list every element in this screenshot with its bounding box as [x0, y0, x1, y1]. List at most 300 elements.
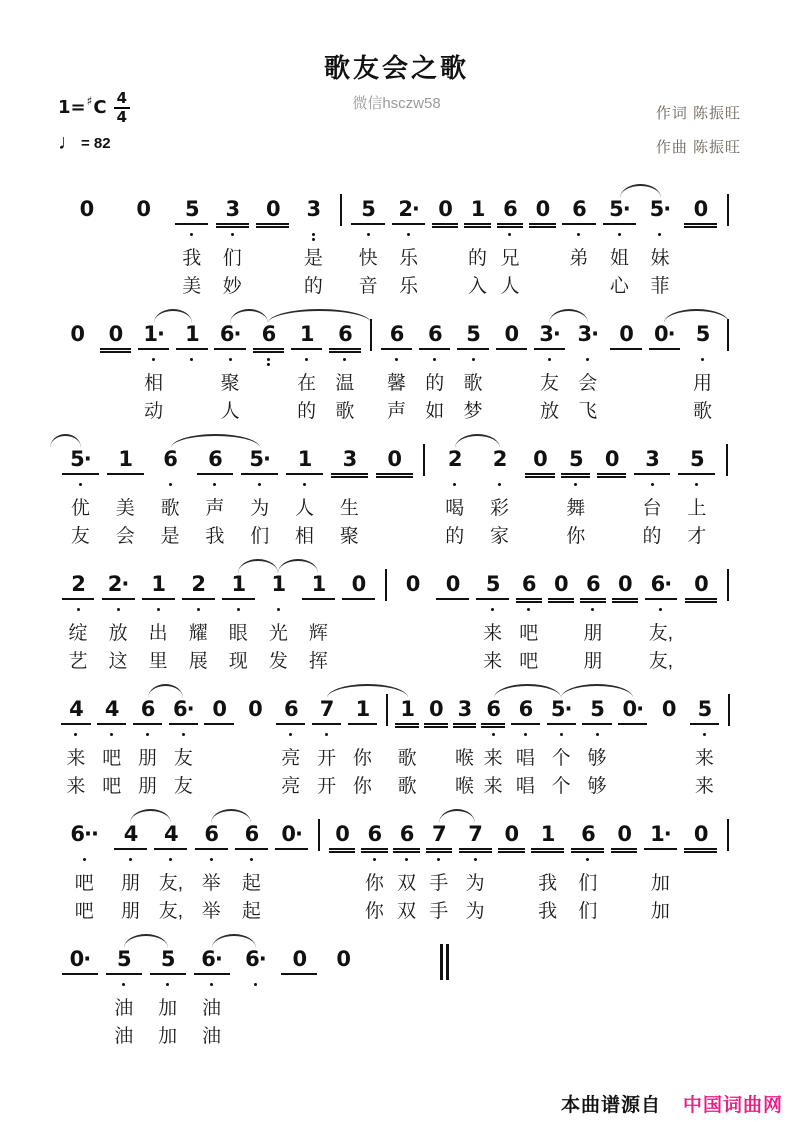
note-number: 0 [351, 572, 366, 596]
note-token [527, 805, 567, 926]
lyric-line2-char: 相 [295, 526, 315, 547]
score-line [58, 430, 735, 551]
note-token [641, 555, 681, 676]
note-number: 0 [248, 697, 262, 721]
lyric-line2-char [622, 898, 627, 926]
note-token [173, 305, 211, 426]
note-token [513, 555, 545, 676]
note-token [526, 180, 558, 301]
note-number: 6 [399, 822, 414, 846]
note-token [249, 305, 287, 426]
barline [722, 305, 735, 351]
score-line [58, 805, 735, 926]
lyric-line2-char: 我 [538, 901, 558, 922]
lyric-line1-char: 眼 [228, 623, 248, 644]
note-number: 4 [164, 822, 178, 846]
lyric-line2-char: 友, [158, 901, 183, 922]
note-token [495, 805, 527, 926]
lyric-line2-char: 双 [397, 901, 417, 922]
note-token [326, 805, 358, 926]
lyric-line2-char: 乐 [399, 276, 419, 297]
note-token [507, 680, 543, 801]
lyric-line1-char: 绽 [68, 623, 88, 644]
note-number: 0· [69, 947, 91, 971]
note-token [461, 180, 493, 301]
lyric-line1-char [217, 745, 222, 773]
note-token [543, 680, 579, 801]
lyric-line2-char: 艺 [68, 651, 88, 672]
lyric-line2-char: 朋 [121, 901, 141, 922]
note-token [94, 680, 130, 801]
note-number: 2· [107, 572, 129, 596]
lyric-line2-char: 亮 [281, 776, 301, 797]
lyric-line2-char: 挥 [308, 651, 328, 672]
note-number: 0 [533, 447, 547, 471]
lyric-line2-char: 你 [566, 526, 586, 547]
lyric-line1-char: 出 [148, 623, 168, 644]
lyric-line1-char: 为 [465, 873, 485, 894]
note-token [455, 805, 495, 926]
lyric-line2-char [217, 773, 222, 801]
lyric-line2-char: 梦 [463, 401, 483, 422]
note-number: 0 [504, 822, 519, 846]
lyric-line2-char: 油 [202, 1026, 222, 1047]
lyric-line1-char: 聚 [220, 373, 240, 394]
note-token [234, 930, 278, 1051]
barline [312, 805, 326, 851]
footer-site-link[interactable]: 中国词曲网 [682, 1095, 783, 1116]
lyric-line2-char: 加 [650, 901, 670, 922]
lyric-line1-char: 手 [429, 873, 449, 894]
lyric-line1-char: 加 [158, 998, 178, 1019]
note-token [569, 305, 607, 426]
note-token [630, 430, 675, 551]
note-number: 3· [577, 322, 599, 346]
note-token [423, 805, 455, 926]
note-number: 1 [118, 447, 133, 471]
lyric-line2-char [140, 273, 145, 301]
lyric-line1-char: 光 [268, 623, 288, 644]
lyric-line1-char: 开 [317, 748, 337, 769]
note-token [135, 305, 173, 426]
lyric-line1-char: 友, [158, 873, 183, 894]
note-number: 0 [335, 822, 349, 846]
lyric-line2-char [339, 898, 344, 926]
lyric-line2-char: 歌 [693, 401, 713, 422]
note-number: 5· [649, 197, 671, 221]
lyric-line1-char: 优 [70, 498, 90, 519]
note-token [138, 555, 178, 676]
lyric-line1-char [509, 870, 514, 898]
lyric-line2-char: 来 [483, 776, 503, 797]
note-token [288, 305, 326, 426]
lyric-line1-char: 我 [182, 248, 202, 269]
note-token [345, 680, 381, 801]
note-number: 0· [622, 697, 644, 721]
note-number: 1 [355, 697, 370, 721]
lyric-line1-char: 姐 [609, 248, 629, 269]
barline [417, 430, 433, 476]
lyric-line1-char [270, 245, 275, 273]
note-token [683, 305, 721, 426]
note-token [432, 430, 477, 551]
note-token [454, 305, 492, 426]
note-token [393, 555, 433, 676]
lyric-line1-char: 来 [66, 748, 86, 769]
lyric-line1-char: 亮 [281, 748, 301, 769]
lyric-line2-char: 才 [687, 526, 707, 547]
lyric-line1-char [442, 245, 447, 273]
note-token [674, 430, 719, 551]
lyric-line2-char: 的 [297, 401, 317, 422]
note-token [190, 930, 234, 1051]
lyric-line1-char [698, 245, 703, 273]
lyric-line2-char: 你 [364, 901, 384, 922]
lyric-line1-char: 个 [551, 748, 571, 769]
note-token [577, 555, 609, 676]
lyric-line1-char: 朋 [121, 873, 141, 894]
note-number: 5 [361, 197, 375, 221]
note-token [98, 555, 138, 676]
note-token [191, 805, 231, 926]
note-token [321, 930, 365, 1051]
lyric-line1-char: 加 [650, 873, 670, 894]
lyric-line2-char [698, 273, 703, 301]
lyric-line1-char [698, 620, 703, 648]
lyric-line2-char: 的 [303, 276, 323, 297]
lyric-line1-char: 来 [483, 623, 503, 644]
note-token [151, 805, 191, 926]
note-number: 5 [697, 697, 712, 721]
note-token [358, 805, 390, 926]
note-token [201, 680, 237, 801]
lyric-line2-char [666, 773, 671, 801]
lyric-line1-char: 馨 [387, 373, 407, 394]
note-token [372, 430, 417, 551]
lyric-line1-char [113, 370, 118, 398]
note-token [58, 430, 103, 551]
lyric-line1-char: 温 [335, 373, 355, 394]
lyric-line1-char [630, 745, 635, 773]
note-number: 5 [466, 322, 480, 346]
note-number: 0 [108, 322, 123, 346]
note-number: 5 [160, 947, 175, 971]
final-barline [435, 930, 450, 980]
footer [561, 1090, 783, 1117]
note-token [293, 180, 334, 301]
note-number: 6· [173, 697, 194, 721]
note-number: 0· [653, 322, 675, 346]
note-token [522, 430, 558, 551]
lyric-line2-char: 里 [148, 651, 168, 672]
note-token [326, 305, 364, 426]
lyric-line2-char: 妙 [222, 276, 242, 297]
lyric-line2-char [74, 398, 79, 426]
lyric-line1-char: 朋 [583, 623, 603, 644]
note-token [110, 805, 150, 926]
note-number: 6· [650, 572, 672, 596]
note-number: 6· [219, 322, 241, 346]
note-number: 6·· [70, 822, 98, 846]
lyric-line2-char: 展 [188, 651, 208, 672]
note-token [212, 180, 253, 301]
note-number: 0 [445, 572, 460, 596]
note-token [645, 305, 683, 426]
lyric-line2-char: 友, [648, 651, 674, 672]
lyric-line2-char [253, 1023, 258, 1051]
lyric-line2-char [289, 898, 294, 926]
note-token [178, 555, 218, 676]
note-number: 0· [281, 822, 303, 846]
page-title: 歌友会之歌 [323, 53, 469, 83]
note-number: 6· [201, 947, 222, 971]
lyric-line2-char [442, 273, 447, 301]
lyric-line2-char: 动 [144, 401, 164, 422]
lyric-line1-char [623, 370, 628, 398]
lyric-line1-char [356, 620, 361, 648]
lyric-line2-char: 我 [205, 526, 225, 547]
lyric-line2-char: 这 [108, 651, 128, 672]
lyric-line1-char [558, 620, 563, 648]
lyric-line2-char: 人 [220, 401, 240, 422]
note-token [479, 680, 508, 801]
lyric-line2-char: 入 [468, 276, 488, 297]
lyric-line2-char: 吧 [102, 776, 122, 797]
lyric-line1-char: 我 [538, 873, 558, 894]
note-token [651, 680, 687, 801]
note-number: 6 [261, 322, 276, 346]
note-number: 3 [457, 697, 472, 721]
lyric-line1-char: 油 [114, 998, 134, 1019]
note-number: 0 [212, 697, 226, 721]
note-number: 6 [204, 822, 218, 846]
lyric-line2-char: 为 [465, 901, 485, 922]
score-line [58, 555, 735, 676]
lyric-line2-char [537, 523, 542, 551]
note-number: 1· [143, 322, 164, 346]
note-number: 2 [492, 447, 507, 471]
lyric-line2-char: 来 [694, 776, 714, 797]
note-number: 5· [70, 447, 91, 471]
note-token [579, 680, 615, 801]
lyric-line2-char: 人 [500, 276, 520, 297]
lyric-line1-char: 放 [108, 623, 128, 644]
lyric-line2-char: 美 [182, 276, 202, 297]
note-token [545, 555, 577, 676]
note-token [58, 555, 98, 676]
lyric-line1-char [622, 870, 627, 898]
lyric-line1-char [622, 620, 627, 648]
lyric-line2-char: 起 [241, 901, 261, 922]
lyric-line1-char: 油 [202, 998, 222, 1019]
note-number: 6 [338, 322, 352, 346]
note-number: 0 [694, 572, 708, 596]
lyric-line1-char: 上 [687, 498, 707, 519]
lyric-line1-char: 耀 [188, 623, 208, 644]
note-number: 0 [79, 197, 94, 221]
lyric-line2-char: 你 [352, 776, 372, 797]
note-token [348, 180, 389, 301]
lyric-line1-char: 歌 [160, 498, 180, 519]
note-number: 0 [693, 822, 708, 846]
lyric-line1-char: 快 [358, 248, 378, 269]
lyric-line2-char: 来 [483, 651, 503, 672]
lyric-line1-char [450, 620, 455, 648]
score-line [58, 305, 735, 426]
barline [334, 180, 348, 226]
note-token [277, 930, 321, 1051]
lyric-line2-char [84, 273, 89, 301]
note-number: 0 [336, 947, 350, 971]
note-number: 5· [249, 447, 271, 471]
sharp-icon: ♯ [86, 93, 93, 108]
lyric-line2-char: 音 [358, 276, 378, 297]
lyric-line2-char [356, 648, 361, 676]
lyric-line1-char: 生 [339, 498, 359, 519]
lyric-line2-char [558, 648, 563, 676]
note-token [422, 680, 451, 801]
note-number: 6 [581, 822, 595, 846]
note-token [211, 305, 249, 426]
note-token [58, 180, 115, 301]
lyric-line2-char [433, 773, 438, 801]
note-token [58, 680, 94, 801]
note-token [687, 680, 723, 801]
time-numerator: 4 [114, 90, 130, 109]
note-number: 1 [231, 572, 246, 596]
lyric-line2-char: 友 [70, 526, 90, 547]
note-token [338, 555, 378, 676]
note-number: 0 [619, 322, 633, 346]
note-token [568, 805, 608, 926]
note-number: 7 [319, 697, 334, 721]
lyric-line1-char: 辉 [308, 623, 328, 644]
lyric-line2-char [252, 773, 257, 801]
key-prefix: 1= [58, 97, 86, 118]
note-number: 0 [266, 197, 280, 221]
lyric-line1-char: 友, [648, 623, 674, 644]
lyric-line1-char: 喉 [454, 748, 474, 769]
lyric-line1-char: 朋 [138, 748, 158, 769]
note-token [388, 180, 429, 301]
note-token [298, 555, 338, 676]
composer-credit: 作曲 陈振旺 [655, 139, 741, 156]
lyric-line1-char: 人 [295, 498, 315, 519]
lyric-line1-char [84, 245, 89, 273]
note-token [429, 180, 461, 301]
note-number: 6· [245, 947, 266, 971]
note-token [681, 805, 721, 926]
lyric-line1-char [698, 870, 703, 898]
note-number: 5 [184, 197, 199, 221]
lyric-line1-char: 吧 [519, 623, 539, 644]
note-token [558, 430, 594, 551]
note-token [218, 555, 258, 676]
note-token [416, 305, 454, 426]
barline [721, 555, 735, 601]
note-token [58, 305, 96, 426]
note-token [599, 180, 640, 301]
note-number: 1 [271, 572, 286, 596]
time-signature [114, 90, 130, 125]
note-token [477, 430, 522, 551]
lyric-line2-char: 声 [387, 401, 407, 422]
lyric-line2-char [623, 398, 628, 426]
note-number: 5· [609, 197, 630, 221]
lyric-line1-char [297, 995, 302, 1023]
lyric-line2-char [297, 1023, 302, 1051]
lyric-line2-char: 聚 [339, 526, 359, 547]
lyric-line1-char: 彩 [490, 498, 510, 519]
lyric-line1-char: 为 [250, 498, 270, 519]
note-token [494, 180, 526, 301]
lyric-line1-char: 相 [144, 373, 164, 394]
lyric-line2-char: 吧 [519, 651, 539, 672]
lyric-line2-char [270, 273, 275, 301]
subtitle-wechat: 微信hsczw58 [352, 95, 441, 112]
note-token [172, 180, 213, 301]
note-number: 1 [185, 322, 199, 346]
note-number: 6 [486, 697, 500, 721]
note-number: 3 [645, 447, 659, 471]
note-number: 5 [485, 572, 500, 596]
note-token [393, 680, 422, 801]
score-line [58, 930, 451, 1051]
note-number: 1 [299, 322, 314, 346]
lyric-line2-char: 歌 [335, 401, 355, 422]
note-token [192, 430, 237, 551]
lyric-line1-char: 是 [303, 248, 323, 269]
note-token [640, 180, 681, 301]
note-number: 5 [590, 697, 604, 721]
lyric-line1-char [252, 745, 257, 773]
note-token [258, 555, 298, 676]
lyric-line1-char [666, 745, 671, 773]
lyric-line1-char [74, 370, 79, 398]
note-token [607, 305, 645, 426]
lyric-line1-char: 来 [694, 748, 714, 769]
lyric-line2-char [662, 398, 667, 426]
lyric-line2-char: 吧 [74, 901, 94, 922]
note-token [377, 305, 415, 426]
barline [721, 180, 735, 226]
lyric-line1-char: 歌 [463, 373, 483, 394]
lyric-line1-char: 舞 [566, 498, 586, 519]
lyric-line2-char [77, 1023, 82, 1051]
lyric-line1-char: 双 [397, 873, 417, 894]
note-token [231, 805, 271, 926]
tempo-marking [58, 131, 111, 154]
note-number: 2 [191, 572, 206, 596]
lyric-line2-char [410, 648, 415, 676]
lyric-line2-char: 们 [578, 901, 598, 922]
note-number: 0 [504, 322, 519, 346]
lyric-line2-char [698, 648, 703, 676]
note-token [96, 305, 134, 426]
lyric-line1-char: 歌 [397, 748, 417, 769]
note-number: 6 [427, 322, 442, 346]
lyric-line2-char: 放 [540, 401, 560, 422]
note-token [58, 805, 110, 926]
note-number: 4 [104, 697, 119, 721]
note-number: 6 [208, 447, 222, 471]
note-token [130, 680, 166, 801]
note-number: 1 [540, 822, 555, 846]
lyric-line2-char [630, 773, 635, 801]
lyric-line2-char: 发 [268, 651, 288, 672]
note-number: 6 [572, 197, 586, 221]
lyric-line2-char: 油 [114, 1026, 134, 1047]
